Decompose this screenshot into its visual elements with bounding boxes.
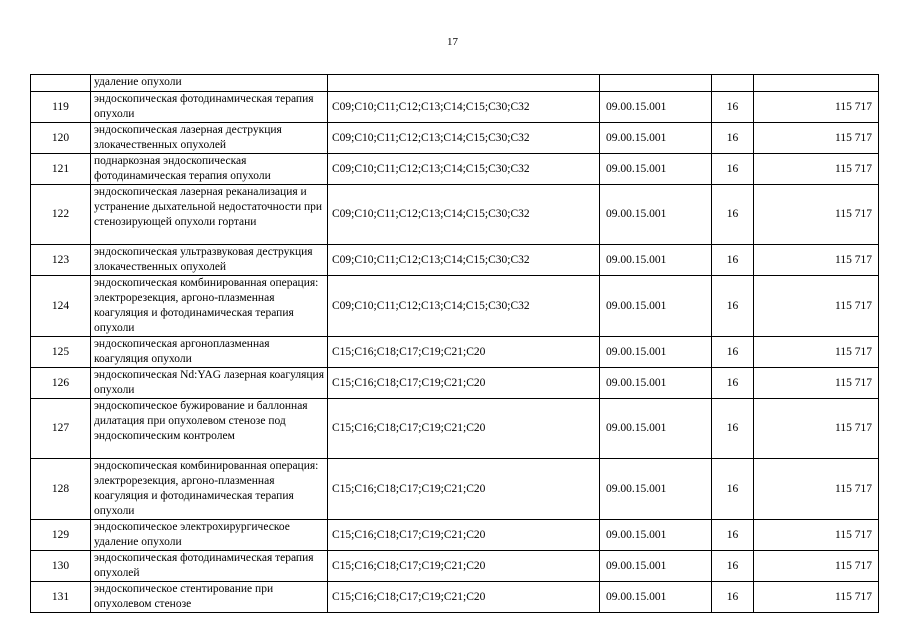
diagnosis-codes-cell: C15;C16;C18;C17;C19;C21;C20 <box>328 520 600 551</box>
diagnosis-codes-cell: C15;C16;C18;C17;C19;C21;C20 <box>328 459 600 520</box>
service-name-cell: эндоскопическая фотодинамическая терапия опухоли <box>91 92 328 123</box>
diagnosis-codes-cell: C09;C10;C11;C12;C13;C14;C15;C30;C32 <box>328 276 600 337</box>
price-cell: 115 717 <box>754 123 879 154</box>
model-code-cell: 09.00.15.001 <box>600 123 712 154</box>
service-name-cell: эндоскопическая комбинированная операция: электрорезекция, аргоно-плазменная коагуляция и фотодинамическая терапия опухоли <box>91 459 328 520</box>
row-number-cell: 127 <box>31 399 91 459</box>
table-row <box>31 368 879 399</box>
table-row <box>31 399 879 459</box>
coefficient-cell: 16 <box>712 276 754 337</box>
model-code-cell: 09.00.15.001 <box>600 337 712 368</box>
diagnosis-codes-cell: C09;C10;C11;C12;C13;C14;C15;C30;C32 <box>328 245 600 276</box>
coefficient-cell: 16 <box>712 520 754 551</box>
page-number: 17 <box>447 36 458 48</box>
service-name-cell: эндоскопическая ультразвуковая деструкция злокачественных опухолей <box>91 245 328 276</box>
price-cell: 115 717 <box>754 520 879 551</box>
price-cell: 115 717 <box>754 92 879 123</box>
diagnosis-codes-cell: C09;C10;C11;C12;C13;C14;C15;C30;C32 <box>328 185 600 245</box>
row-number-cell: 125 <box>31 337 91 368</box>
price-cell: 115 717 <box>754 368 879 399</box>
coefficient-cell: 16 <box>712 245 754 276</box>
model-code-cell <box>600 75 712 92</box>
price-cell: 115 717 <box>754 185 879 245</box>
coefficient-cell: 16 <box>712 123 754 154</box>
table-row <box>31 337 879 368</box>
model-code-cell: 09.00.15.001 <box>600 551 712 582</box>
coefficient-cell: 16 <box>712 185 754 245</box>
coefficient-cell: 16 <box>712 92 754 123</box>
price-cell: 115 717 <box>754 337 879 368</box>
diagnosis-codes-cell: C09;C10;C11;C12;C13;C14;C15;C30;C32 <box>328 154 600 185</box>
table-row <box>31 276 879 337</box>
coefficient-cell: 16 <box>712 582 754 613</box>
diagnosis-codes-cell <box>328 75 600 92</box>
model-code-cell: 09.00.15.001 <box>600 368 712 399</box>
price-cell: 115 717 <box>754 582 879 613</box>
model-code-cell: 09.00.15.001 <box>600 276 712 337</box>
model-code-cell: 09.00.15.001 <box>600 185 712 245</box>
row-number-cell: 126 <box>31 368 91 399</box>
table-row <box>31 75 879 92</box>
row-number-cell: 131 <box>31 582 91 613</box>
table-row <box>31 185 879 245</box>
service-name-cell: поднаркозная эндоскопическая фотодинамическая терапия опухоли <box>91 154 328 185</box>
row-number-cell: 121 <box>31 154 91 185</box>
row-number-cell: 119 <box>31 92 91 123</box>
price-cell <box>754 75 879 92</box>
service-name-cell: эндоскопическая лазерная деструкция злокачественных опухолей <box>91 123 328 154</box>
diagnosis-codes-cell: C09;C10;C11;C12;C13;C14;C15;C30;C32 <box>328 92 600 123</box>
diagnosis-codes-cell: C15;C16;C18;C17;C19;C21;C20 <box>328 582 600 613</box>
service-name-cell: удаление опухоли <box>91 75 328 92</box>
price-cell: 115 717 <box>754 399 879 459</box>
table-row <box>31 520 879 551</box>
coefficient-cell: 16 <box>712 459 754 520</box>
coefficient-cell: 16 <box>712 551 754 582</box>
table-row <box>31 92 879 123</box>
model-code-cell: 09.00.15.001 <box>600 245 712 276</box>
model-code-cell: 09.00.15.001 <box>600 92 712 123</box>
row-number-cell: 122 <box>31 185 91 245</box>
coefficient-cell: 16 <box>712 154 754 185</box>
coefficient-cell <box>712 75 754 92</box>
service-name-cell: эндоскопическая фотодинамическая терапия опухолей <box>91 551 328 582</box>
table-row <box>31 459 879 520</box>
row-number-cell: 124 <box>31 276 91 337</box>
price-cell: 115 717 <box>754 459 879 520</box>
row-number-cell: 129 <box>31 520 91 551</box>
service-name-cell: эндоскопическое бужирование и баллонная дилатация при опухолевом стенозе под эндоскопическим контролем <box>91 399 328 459</box>
table-row <box>31 123 879 154</box>
service-name-cell: эндоскопическая комбинированная операция: электрорезекция, аргоно-плазменная коагуляция и фотодинамическая терапия опухоли <box>91 276 328 337</box>
service-name-cell: эндоскопическая лазерная реканализация и устранение дыхательной недостаточности при стенозирующей опухоли гортани <box>91 185 328 245</box>
price-cell: 115 717 <box>754 154 879 185</box>
price-cell: 115 717 <box>754 276 879 337</box>
coefficient-cell: 16 <box>712 337 754 368</box>
row-number-cell: 128 <box>31 459 91 520</box>
table-row <box>31 154 879 185</box>
row-number-cell: 120 <box>31 123 91 154</box>
model-code-cell: 09.00.15.001 <box>600 399 712 459</box>
model-code-cell: 09.00.15.001 <box>600 520 712 551</box>
model-code-cell: 09.00.15.001 <box>600 459 712 520</box>
row-number-cell: 130 <box>31 551 91 582</box>
price-cell: 115 717 <box>754 245 879 276</box>
table-row <box>31 245 879 276</box>
row-number-cell <box>31 75 91 92</box>
service-name-cell: эндоскопическая Nd:YAG лазерная коагуляция опухоли <box>91 368 328 399</box>
service-name-cell: эндоскопическое электрохирургическое удаление опухоли <box>91 520 328 551</box>
coefficient-cell: 16 <box>712 368 754 399</box>
diagnosis-codes-cell: C15;C16;C18;C17;C19;C21;C20 <box>328 399 600 459</box>
price-cell: 115 717 <box>754 551 879 582</box>
service-name-cell: эндоскопическая аргоноплазменная коагуляция опухоли <box>91 337 328 368</box>
table-row <box>31 582 879 613</box>
diagnosis-codes-cell: C09;C10;C11;C12;C13;C14;C15;C30;C32 <box>328 123 600 154</box>
tariff-table <box>30 74 879 613</box>
service-name-cell: эндоскопическое стентирование при опухолевом стенозе <box>91 582 328 613</box>
table-row <box>31 551 879 582</box>
diagnosis-codes-cell: C15;C16;C18;C17;C19;C21;C20 <box>328 337 600 368</box>
coefficient-cell: 16 <box>712 399 754 459</box>
diagnosis-codes-cell: C15;C16;C18;C17;C19;C21;C20 <box>328 368 600 399</box>
diagnosis-codes-cell: C15;C16;C18;C17;C19;C21;C20 <box>328 551 600 582</box>
model-code-cell: 09.00.15.001 <box>600 154 712 185</box>
row-number-cell: 123 <box>31 245 91 276</box>
model-code-cell: 09.00.15.001 <box>600 582 712 613</box>
